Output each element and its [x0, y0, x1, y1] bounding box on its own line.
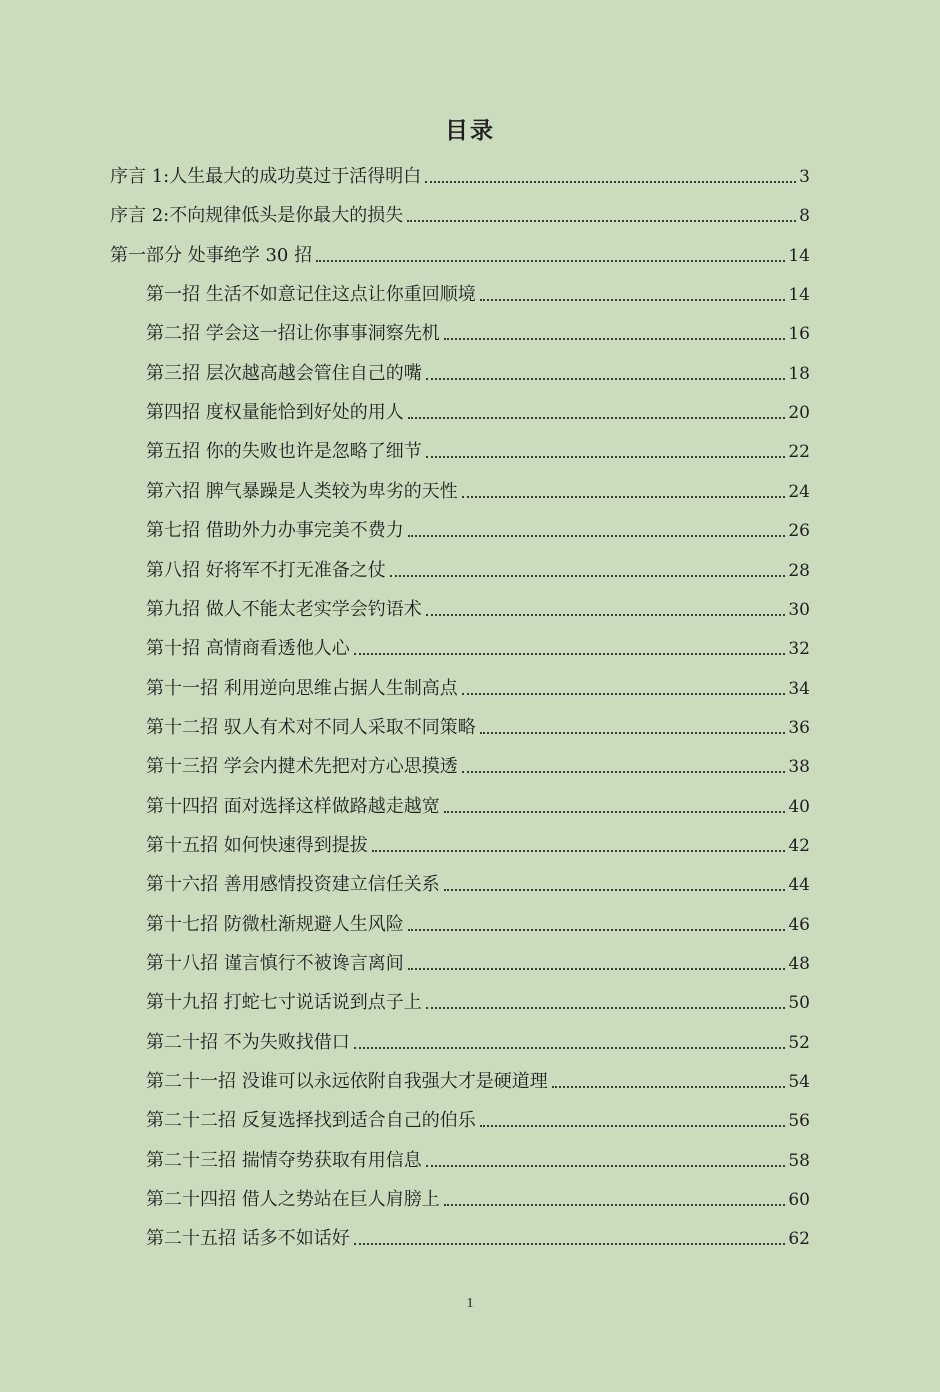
toc-entry-label: 第十招 高情商看透他人心 [146, 638, 350, 660]
toc-entry-label: 第十二招 驭人有术对不同人采取不同策略 [146, 716, 476, 738]
toc-entry-label: 第十九招 打蛇七寸说话说到点子上 [146, 992, 422, 1014]
page-number: 1 [466, 1296, 474, 1311]
toc-entry-page: 54 [788, 1072, 810, 1093]
toc-entry-label: 第七招 借助外力办事完美不费力 [146, 520, 404, 542]
toc-dot-leader [408, 929, 786, 931]
toc-entry-label: 第三招 层次越高越会管住自己的嘴 [146, 362, 422, 384]
toc-dot-leader [444, 889, 786, 891]
toc-entry-page: 42 [788, 835, 810, 856]
toc-entry[interactable] [146, 906, 810, 936]
toc-entry[interactable] [146, 709, 810, 739]
toc-dot-leader [390, 575, 786, 577]
toc-entry-page: 3 [799, 167, 810, 187]
toc-entry-label: 第九招 做人不能太老实学会钓语术 [146, 598, 422, 620]
toc-entry[interactable] [146, 394, 810, 424]
toc-entry-page: 26 [788, 521, 810, 542]
toc-entry-label: 第二招 学会这一招让你事事洞察先机 [146, 323, 440, 345]
toc-entry-page: 60 [788, 1190, 810, 1211]
toc-entry-page: 32 [788, 639, 810, 660]
toc-entry-page: 50 [788, 993, 810, 1014]
toc-entry-page: 58 [788, 1150, 810, 1171]
toc-dot-leader [354, 1243, 786, 1245]
toc-entry-label: 第二十二招 反复选择找到适合自己的伯乐 [146, 1110, 476, 1132]
page-title: 目录 [445, 118, 495, 144]
toc-dot-leader [407, 220, 796, 222]
toc-entry-label: 第十三招 学会内揵术先把对方心思摸透 [146, 756, 458, 778]
toc-dot-leader [444, 811, 786, 813]
toc-dot-leader [425, 181, 796, 183]
toc-dot-leader [552, 1086, 786, 1088]
toc-entry-page: 20 [788, 403, 810, 424]
toc-entry[interactable] [110, 197, 810, 227]
toc-dot-leader [354, 1047, 786, 1049]
toc-dot-leader [444, 1204, 786, 1206]
toc-entry[interactable] [146, 984, 810, 1014]
toc-entry[interactable] [146, 1063, 810, 1093]
toc-entry-label: 序言 2:不向规律低头是你最大的损失 [110, 205, 404, 227]
toc-entry[interactable] [146, 788, 810, 818]
toc-entry-label: 第八招 好将军不打无准备之仗 [146, 559, 386, 581]
toc-entry[interactable] [146, 866, 810, 896]
toc-dot-leader [444, 338, 786, 340]
toc-dot-leader [426, 456, 786, 458]
toc-dot-leader [372, 850, 786, 852]
toc-entry-label: 第二十招 不为失败找借口 [146, 1031, 350, 1053]
toc-dot-leader [480, 299, 786, 301]
toc-entry-label: 第十六招 善用感情投资建立信任关系 [146, 874, 440, 896]
toc-entry[interactable] [146, 1024, 810, 1054]
toc-entry-label: 第一部分 处事绝学 30 招 [110, 244, 313, 266]
toc-entry-label: 第十一招 利用逆向思维占据人生制高点 [146, 677, 458, 699]
toc-dot-leader [462, 771, 786, 773]
toc-dot-leader [426, 1165, 786, 1167]
toc-entry-page: 16 [788, 324, 810, 345]
toc-entry[interactable] [146, 355, 810, 385]
toc-entry-label: 序言 1:人生最大的成功莫过于活得明白 [110, 166, 422, 187]
toc-entry-label: 第十五招 如何快速得到提拔 [146, 834, 368, 856]
toc-entry-page: 46 [788, 914, 810, 935]
toc-dot-leader [426, 1007, 786, 1009]
toc-entry[interactable] [146, 276, 810, 306]
toc-entry-page: 24 [788, 481, 810, 502]
toc-dot-leader [408, 968, 786, 970]
toc-entry-page: 38 [788, 757, 810, 778]
toc-entry-page: 30 [788, 599, 810, 620]
toc-entry-page: 52 [788, 1032, 810, 1053]
toc-entry-page: 14 [788, 285, 810, 306]
toc-entry-page: 56 [788, 1111, 810, 1132]
toc-entry-label: 第十四招 面对选择这样做路越走越宽 [146, 795, 440, 817]
toc-entry-page: 14 [788, 245, 810, 266]
toc-entry[interactable] [146, 552, 810, 582]
toc-entry[interactable] [146, 945, 810, 975]
toc-dot-leader [480, 732, 786, 734]
toc-entry-page: 18 [788, 363, 810, 384]
toc-entry-label: 第十八招 谨言慎行不被谗言离间 [146, 953, 404, 974]
toc-entry-page: 48 [788, 954, 810, 974]
toc-entry-page: 40 [788, 796, 810, 817]
toc-entry-page: 44 [788, 875, 810, 896]
toc-entry-page: 22 [788, 442, 810, 463]
toc-entry-label: 第二十五招 话多不如话好 [146, 1228, 350, 1250]
toc-entry-label: 第十七招 防微杜渐规避人生风险 [146, 913, 404, 935]
toc-entry-label: 第一招 生活不如意记住这点让你重回顺境 [146, 284, 476, 306]
toc-entry[interactable] [146, 315, 810, 345]
toc-dot-leader [316, 260, 785, 262]
toc-dot-leader [408, 535, 786, 537]
toc-entry-page: 62 [788, 1229, 810, 1250]
toc-dot-leader [462, 693, 786, 695]
toc-entry[interactable] [146, 591, 810, 621]
toc-entry[interactable] [146, 1220, 810, 1250]
toc-entry[interactable] [146, 1181, 810, 1211]
toc-entry[interactable] [146, 748, 810, 778]
toc-entry[interactable] [146, 512, 810, 542]
toc-dot-leader [462, 496, 786, 498]
toc-entry-page: 8 [799, 206, 810, 227]
toc-entry-label: 第六招 脾气暴躁是人类较为卑劣的天性 [146, 480, 458, 502]
toc-dot-leader [408, 417, 786, 419]
toc-entry-label: 第二十三招 揣情夺势获取有用信息 [146, 1149, 422, 1171]
toc-entry[interactable] [146, 473, 810, 503]
toc-entry[interactable] [146, 433, 810, 463]
toc-entry[interactable] [146, 630, 810, 660]
toc-entry-page: 34 [788, 678, 810, 699]
toc-entry-label: 第五招 你的失败也许是忽略了细节 [146, 441, 422, 463]
toc-entry[interactable] [146, 827, 810, 857]
toc-entry-page: 36 [788, 717, 810, 738]
toc-dot-leader [354, 653, 786, 655]
toc-entry[interactable] [110, 237, 810, 267]
toc-entry-label: 第四招 度权量能恰到好处的用人 [146, 402, 404, 424]
toc-entry[interactable] [146, 1102, 810, 1132]
toc-entry-label: 第二十四招 借人之势站在巨人肩膀上 [146, 1189, 440, 1211]
toc-dot-leader [426, 378, 786, 380]
toc-dot-leader [480, 1125, 786, 1127]
toc-entry[interactable] [146, 1142, 810, 1172]
toc-entry-label: 第二十一招 没谁可以永远依附自我强大才是硬道理 [146, 1071, 548, 1093]
toc-entry[interactable] [146, 670, 810, 700]
toc-entry-page: 28 [788, 560, 810, 581]
toc-dot-leader [426, 614, 786, 616]
toc-entry[interactable] [110, 158, 810, 188]
